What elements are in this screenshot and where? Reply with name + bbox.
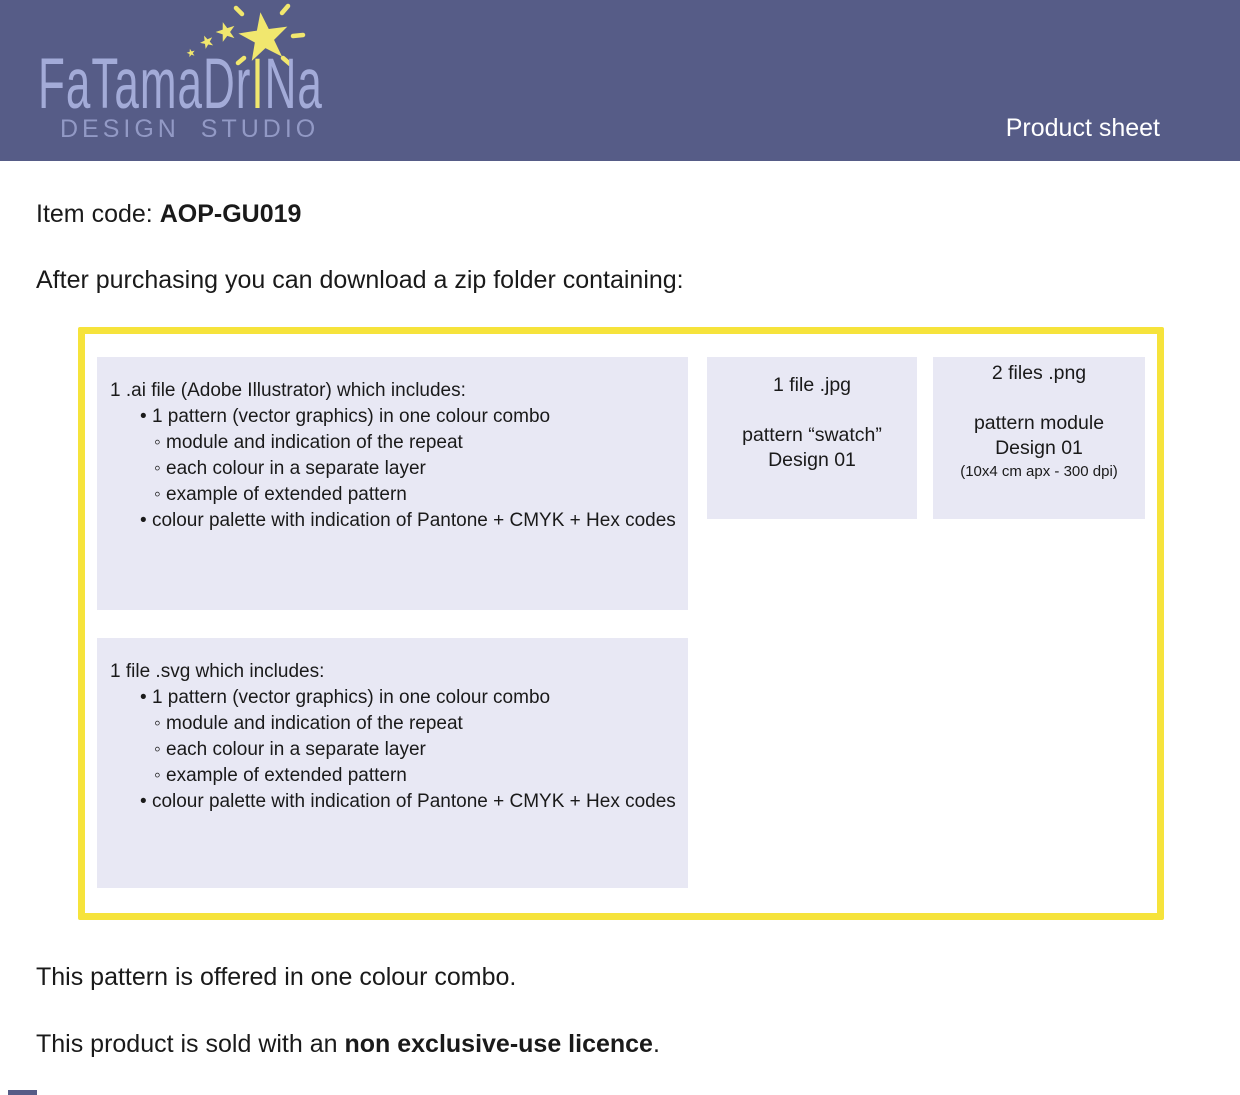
item-code-value: AOP-GU019: [159, 200, 302, 228]
list-item: ◦ example of extended pattern: [110, 763, 680, 789]
list-item: • colour palette with indication of Pantone + CMYK + Hex codes: [110, 789, 680, 815]
list-item: • colour palette with indication of Pantone + CMYK + Hex codes: [110, 508, 680, 534]
jpg-box-line: pattern “swatch”: [742, 424, 882, 446]
wand-letter: I: [251, 45, 265, 125]
list-item: ◦ each colour in a separate layer: [110, 456, 680, 482]
list-item: ◦ module and indication of the repeat: [110, 430, 680, 456]
colour-combo-note: This pattern is offered in one colour combo.: [36, 963, 517, 991]
brand-logo: [38, 45, 323, 126]
item-code-label: Item code:: [36, 200, 153, 228]
list-item: ◦ module and indication of the repeat: [110, 711, 680, 737]
jpg-box-line: Design 01: [768, 449, 856, 471]
spacer: [933, 386, 1145, 411]
licence-note: [36, 1030, 660, 1059]
intro-text: After purchasing you can download a zip folder containing:: [36, 266, 684, 294]
item-code-line: [36, 200, 301, 229]
next-page-edge: [8, 1090, 37, 1095]
spacer: [707, 398, 917, 423]
licence-note-suffix: .: [652, 1030, 660, 1058]
jpg-box-title: 1 file .jpg: [772, 374, 852, 396]
png-box-spec: (10x4 cm apx - 300 dpi): [960, 463, 1118, 480]
licence-note-prefix: This product is sold with an: [36, 1030, 338, 1058]
svg-file-box: [97, 638, 688, 888]
list-item: ◦ each colour in a separate layer: [110, 737, 680, 763]
ai-box-title: 1 .ai file (Adobe Illustrator) which includes:: [110, 380, 466, 401]
jpg-file-box: [707, 357, 917, 519]
download-contents-box: [78, 327, 1164, 920]
document-type-label: Product sheet: [1005, 114, 1160, 142]
list-item: • 1 pattern (vector graphics) in one colour combo: [110, 404, 680, 430]
header-bar: [0, 0, 1240, 161]
png-box-line: Design 01: [995, 437, 1083, 459]
svg-box-title: 1 file .svg which includes:: [110, 661, 325, 682]
ai-file-box: [97, 357, 688, 610]
brand-subtitle: DESIGN STUDIO: [60, 115, 320, 143]
brand-text-left: FaTamaDr: [38, 45, 252, 125]
png-box-title: 2 files .png: [991, 362, 1087, 384]
png-file-box: [933, 357, 1145, 519]
list-item: ◦ example of extended pattern: [110, 482, 680, 508]
licence-note-bold: non exclusive-use licence: [344, 1030, 653, 1058]
png-box-line: pattern module: [973, 412, 1105, 434]
list-item: • 1 pattern (vector graphics) in one colour combo: [110, 685, 680, 711]
brand-text-right: Na: [264, 45, 323, 125]
